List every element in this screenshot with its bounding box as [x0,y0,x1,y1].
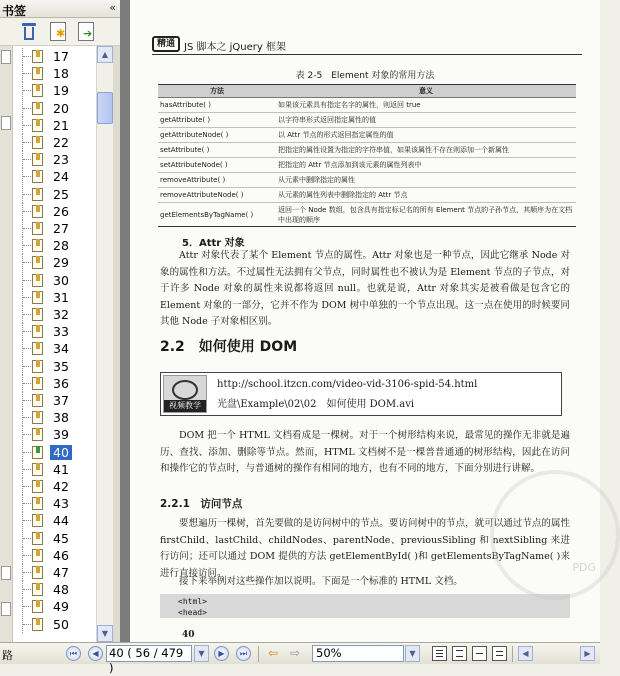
meaning-cell: 把指定的属性设置为指定的字符串值，如果该属性不存在则添加一个新属性 [276,143,576,158]
bookmark-item[interactable] [14,237,96,254]
method-cell: setAttributeNode( ) [158,158,276,173]
bookmark-icon [32,618,43,631]
bookmark-icon [32,84,43,97]
bookmark-item[interactable] [14,134,96,151]
bookmark-item[interactable] [14,220,96,237]
bookmark-item[interactable] [14,409,96,426]
bookmark-label: 21 [53,117,69,133]
bookmark-label: 47 [53,565,69,580]
page-bottom-text: 40 [182,630,195,640]
bookmark-item[interactable] [14,151,96,168]
bookmark-item[interactable] [14,100,96,117]
strip-page-icon[interactable] [1,566,11,580]
code-line: <html> [178,597,207,606]
table-row [158,158,576,173]
page-number-field[interactable]: 40 ( 56 / 479 ) [106,645,192,662]
bookmark-icon [32,325,43,338]
bookmark-item[interactable] [14,581,96,598]
forward-arrow-icon[interactable]: ⇨ [289,646,301,660]
bookmark-icon [32,514,43,527]
bookmark-icon [32,583,43,596]
bookmark-icon [32,102,43,115]
table-header-method: 方法 [158,85,276,98]
bookmark-icon [32,205,43,218]
bookmark-label: 18 [53,66,69,82]
bookmark-label: 39 [53,427,69,443]
bookmark-item[interactable] [14,323,96,340]
method-cell: getElementsByTagName( ) [158,203,276,227]
bookmark-item[interactable] [14,306,96,323]
bookmark-item[interactable] [14,340,96,357]
bookmark-icon [32,153,43,166]
bookmark-item[interactable] [14,358,96,375]
bookmark-label: 41 [53,461,69,477]
nav-side-strip [0,46,13,642]
video-icon [163,375,207,413]
first-page-icon[interactable]: ⏮ [66,646,81,661]
meaning-cell: 以 Attr 节点的形式返回指定属性的值 [276,128,576,143]
bookmark-label: 36 [53,375,69,391]
example-paragraph: 接下来举例对这些操作加以说明。下面是一个标准的 HTML 文档。 [179,576,463,587]
method-cell: getAttribute( ) [158,113,276,128]
bookmark-label: 42 [53,479,69,494]
bookmark-icon [32,566,43,579]
bookmark-icon [32,428,43,441]
method-cell: getAttributeNode( ) [158,128,276,143]
method-cell: removeAttribute( ) [158,173,276,188]
bookmark-icon [32,239,43,252]
nav-title-bar [0,0,120,18]
bookmark-icon [32,342,43,355]
bookmark-item[interactable] [14,272,96,289]
bookmark-icon [32,600,43,613]
video-box [160,372,562,416]
bookmark-label: 31 [53,289,69,305]
bookmark-label: 49 [53,599,69,615]
bookmark-icon [32,170,43,183]
subsection-title: 2.2.1 访问节点 [160,498,243,510]
video-caption: 视频教学 [164,400,206,412]
bookmark-icon [32,256,43,269]
bookmark-item[interactable] [14,426,96,443]
meaning-cell: 如果该元素具有指定名字的属性，则返回 true [276,98,576,113]
bookmark-icon [32,291,43,304]
header-rule [152,54,582,55]
bookmark-icon [32,50,43,63]
bookmark-item[interactable] [14,203,96,220]
status-left-text: 路 [2,649,13,662]
zoom-field[interactable]: 50% [312,645,404,662]
bookmark-label: 38 [53,410,69,426]
table-row [158,173,576,188]
bookmark-icon [32,549,43,562]
meaning-cell: 以字符串形式返回指定属性的值 [276,113,576,128]
status-bar [0,642,600,675]
bookmark-item[interactable] [14,48,96,65]
bookmark-label: 17 [53,49,69,64]
bookmark-item[interactable] [14,82,96,99]
bookmark-item[interactable] [14,478,96,495]
scroll-up-button[interactable]: ▲ [97,46,113,63]
bookmark-tree [14,46,96,642]
collapse-pane-button[interactable]: « [109,1,116,14]
bookmark-label: 40 [50,445,72,460]
bookmark-icon [32,67,43,80]
zoom-dropdown-icon[interactable]: ▼ [405,645,420,662]
bookmark-item[interactable] [14,495,96,512]
table-header-meaning: 意义 [276,85,576,98]
document-view[interactable] [120,0,600,642]
bookmark-item[interactable] [14,547,96,564]
bookmark-item[interactable] [14,512,96,529]
bookmark-label: 24 [53,169,69,185]
header-text: JS 脚本之 jQuery 框架 [184,42,287,53]
meaning-cell: 返回一个 Node 数组，包含具有指定标记名的所有 Element 节点的子孙节点，其顺序为在文档中出现的顺序 [276,203,576,227]
section-title: 2.2 如何使用 DOM [160,339,298,355]
video-url: http://school.itzcn.com/video-vid-3106-spid-54.html [217,379,478,390]
strip-page-icon[interactable] [1,602,11,616]
single-page-view-icon[interactable] [432,646,447,661]
page-dropdown-icon[interactable]: ▼ [194,645,209,662]
separator [512,646,513,662]
bookmark-icon [32,446,43,459]
method-cell: removeAttributeNode( ) [158,188,276,203]
bookmark-label: 45 [53,530,69,546]
bookmark-label: 34 [53,341,69,357]
separator [258,646,259,662]
method-cell: setAttribute( ) [158,143,276,158]
strip-page-icon[interactable] [1,50,11,64]
element-methods-table [158,84,576,227]
bookmark-icon [32,480,43,493]
attr-paragraph: Attr 对象代表了某个 Element 节点的属性。Attr 对象也是一种节点，因此它继承 Node 对象的属性和方法。不过属性无法拥有父节点，同时属性也不被认为是 Element 节点的子节点，对于许多 Node 对象的属性来说都将返回 null。也就是说，Attr 对象其实是被看做是包含它的 Element 对象的一部分，它并不作为 DOM 树中单独的一个节点出现。这一点在使用的时候要同其他 Node 子对象相区别。 [160,250,570,327]
bookmark-label: 32 [53,307,69,322]
table-row [158,98,576,113]
code-line: <head> [178,608,207,617]
bookmark-label: 50 [53,616,69,632]
bookmark-item[interactable] [14,530,96,547]
bookmark-icon [32,136,43,149]
bookmark-item[interactable] [14,616,96,633]
bookmark-label: 33 [53,324,69,340]
code-block [160,594,570,618]
bookmark-item[interactable] [14,392,96,409]
bookmark-icon [32,188,43,201]
book-logo: 精通 [152,36,180,52]
bookmark-label: 35 [53,358,69,374]
table-row [158,113,576,128]
bookmark-icon [32,274,43,287]
nav-title: 书签 [2,4,27,18]
continuous-facing-view-icon[interactable] [492,646,507,661]
scroll-right-button[interactable]: ▶ [580,646,595,661]
bookmark-item[interactable] [14,186,96,203]
bookmark-item[interactable] [14,461,96,478]
bookmark-item[interactable] [14,117,96,134]
bookmark-item[interactable] [14,289,96,306]
bookmark-item[interactable] [14,65,96,82]
next-page-icon[interactable]: ▶ [214,646,229,661]
bookmark-icon [32,308,43,321]
bookmark-icon [32,222,43,235]
bookmark-label: 23 [53,152,69,168]
meaning-cell: 从元素中删除指定的属性 [276,173,576,188]
bookmark-label: 44 [53,513,69,529]
bookmark-item[interactable] [14,444,96,461]
delete-bookmark-icon[interactable] [20,22,38,42]
watermark-text: PDG [572,561,596,574]
bookmark-label: 25 [53,186,69,202]
scroll-left-button[interactable]: ◀ [518,646,533,661]
dom-paragraph: DOM 把一个 HTML 文档看成是一棵树。对于一个树形结构来说，最常见的操作无非就是遍历、查找、添加、删除等节点。然而，HTML 文档树不是一棵普普通通的树形结构，因此在访问和操作它的节点时，与普通树的操作有相同的地方，也有不同的地方，下面分别进行讲解。 [160,430,570,474]
meaning-cell: 从元素的属性列表中删除指定的 Attr 节点 [276,188,576,203]
table-row [158,143,576,158]
bookmark-icon [32,463,43,476]
bookmark-label: 28 [53,238,69,254]
continuous-view-icon[interactable] [452,646,467,661]
bookmark-properties-icon[interactable]: ➔ [78,22,94,41]
back-arrow-icon[interactable]: ⇦ [267,646,279,660]
bookmark-item[interactable] [14,375,96,392]
bookmark-icon [32,411,43,424]
bookmark-label: 43 [53,496,69,512]
prev-page-icon[interactable]: ◀ [88,646,103,661]
bookmark-item[interactable] [14,598,96,615]
attr-subheading: 5．Attr 对象 [182,238,245,249]
video-path: 光盘\Example\02\02 如何使用 DOM.avi [217,399,415,410]
bookmark-scrollbar[interactable] [96,46,113,642]
bookmark-label: 37 [53,393,69,408]
scroll-thumb[interactable] [97,92,113,124]
bookmark-label: 19 [53,83,69,99]
method-cell: hasAttribute( ) [158,98,276,113]
strip-page-icon[interactable] [1,116,11,130]
bookmark-icon [32,360,43,373]
bookmark-label: 46 [53,547,69,563]
pdf-page [130,0,600,642]
bookmark-icon [32,119,43,132]
bookmark-label: 27 [53,221,69,236]
last-page-icon[interactable]: ⏭ [236,646,251,661]
scroll-down-button[interactable]: ▼ [97,625,113,642]
bookmark-label: 48 [53,582,69,598]
bookmark-item[interactable] [14,168,96,185]
nav-toolbar [0,18,120,46]
access-paragraph: 要想遍历一棵树，首先要做的是访问树中的节点。要访问树中的节点，就可以通过节点的属性 firstChild、lastChild、childNodes、parentNode、previousSibling 和 nextSibling 来进行访问；还可以通过 DOM 提供的方法 getElementById( )和 getElementsByTagName( )来进行直接访问。 [160,518,570,579]
table-caption: 表 2-5 Element 对象的常用方法 [295,71,435,81]
table-row [158,203,576,227]
table-row [158,128,576,143]
bookmark-label: 22 [53,135,69,150]
bookmark-item[interactable] [14,564,96,581]
bookmark-label: 29 [53,255,69,271]
navigation-pane [0,0,120,642]
bookmark-icon [32,377,43,390]
watermark-seal [490,470,620,600]
bookmark-icon [32,532,43,545]
bookmark-icon [32,497,43,510]
bookmark-item[interactable] [14,254,96,271]
bookmark-label: 26 [53,203,69,219]
pane-splitter[interactable] [113,46,120,642]
page-header [152,36,582,54]
bookmark-icon [32,394,43,407]
facing-view-icon[interactable] [472,646,487,661]
table-row [158,188,576,203]
meaning-cell: 把指定的 Attr 节点添加到该元素的属性列表中 [276,158,576,173]
bookmark-label: 30 [53,272,69,288]
bookmark-label: 20 [53,100,69,116]
new-bookmark-icon[interactable]: ✱ [50,22,66,41]
